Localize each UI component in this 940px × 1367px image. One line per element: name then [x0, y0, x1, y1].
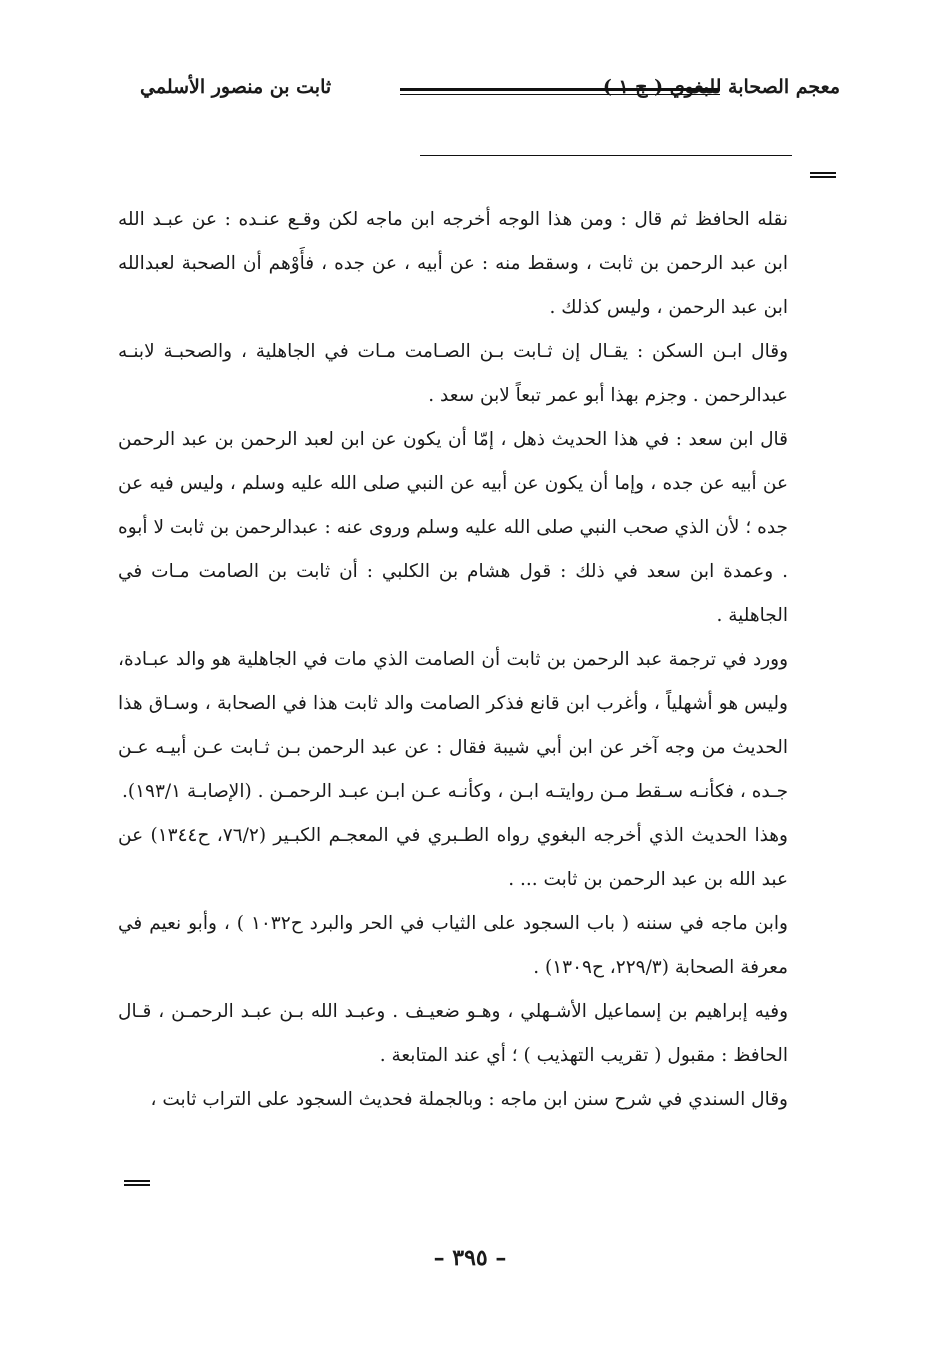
paragraph: وقال ابـن السكن : يقـال إن ثـابت بـن الصـامت مـات في الجاهلية ، والصحبـة لابنـه عبدالرحمن . وجزم بهذا أبو عمر تبعاً لابن سعد .	[118, 341, 788, 406]
paragraph: وهذا الحديث الذي أخرجه البغوي رواه الطـبري في المعجـم الكبـير (٧٦/٢، ح١٣٤٤) عن عبد الله بن عبد الرحمن بن ثابت ... .	[118, 825, 788, 890]
book-title: معجم الصحابة للبغوي ( ج ١ )	[602, 76, 840, 98]
running-header	[100, 72, 840, 112]
paragraph: نقله الحافظ ثم قال : ومن هذا الوجه أخرجه ابن ماجه لكن وقـع عنـده : عن عبـد الله ابن عبد الرحمن بن ثابت ، وسقط منه : عن أبيه ، عن جده ، فأَوْهم أن الصحبة لعبدالله ابن عبد الرحمن ، وليس كذلك .	[118, 209, 788, 318]
paragraph: وقال السندي في شرح سنن ابن ماجه : وبالجملة فحديث السجود على التراب ثابت ،	[150, 1089, 788, 1110]
footnote-separator	[420, 155, 792, 156]
footnote-text	[118, 198, 788, 1122]
continuation-mark-top	[810, 172, 836, 178]
continuation-mark-bottom	[124, 1180, 150, 1186]
paragraph: وابن ماجه في سننه ( باب السجود على الثياب في الحر والبرد ح١٠٣٢ ) ، وأبو نعيم في معرفة الصحابة (٢٢٩/٣، ح١٣٠٩) .	[118, 913, 788, 978]
entry-title: ثابت بن منصور الأسلمي	[140, 76, 332, 98]
header-rule-thick	[400, 88, 720, 91]
paragraph: قال ابن سعد : في هذا الحديث ذهل ، إمّا أن يكون عن ابن لعبد الرحمن بن عبد الرحمن عن أبيه عن جده ، وإما أن يكون عن أبيه عن النبي صلى الله عليه وسلم ، وليس فيه عن جده ؛ لأن الذي صحب النبي صلى الله عليه وسلم وروى عنه : عبدالرحمن بن ثابت لا أبوه . وعمدة ابن سعد في ذلك : قول هشام بن الكلبي : أن ثابت بن الصامت مـات في الجاهلية .	[118, 429, 788, 626]
header-rule-thin	[400, 94, 720, 95]
paragraph: وفيه إبراهيم بن إسماعيل الأشـهلي ، وهـو ضعيـف . وعبـد الله بـن عبـد الرحمـن ، قـال الحافظ : مقبول ( تقريب التهذيب ) ؛ أي عند المتابعة .	[118, 1001, 788, 1066]
paragraph: وورد في ترجمة عبد الرحمن بن ثابت أن الصامت الذي مات في الجاهلية هو والد عبـادة، وليس هو أشهلياً ، وأغرب ابن قانع فذكر الصامت والد ثابت هذا في الصحابة ، وسـاق هذا الحديث من وجه آخر عن ابن أبي شيبة فقال : عن عبد الرحمن بـن ثـابت عـن أبيـه عـن جـده ، فكأنـه سـقط مـن روايتـه ابـن ، وكأنـه عـن ابـن عبـد الرحمـن . (الإصابـة ١٩٣/١).	[118, 649, 788, 802]
page-number: – ٣٩٥ –	[433, 1245, 507, 1271]
